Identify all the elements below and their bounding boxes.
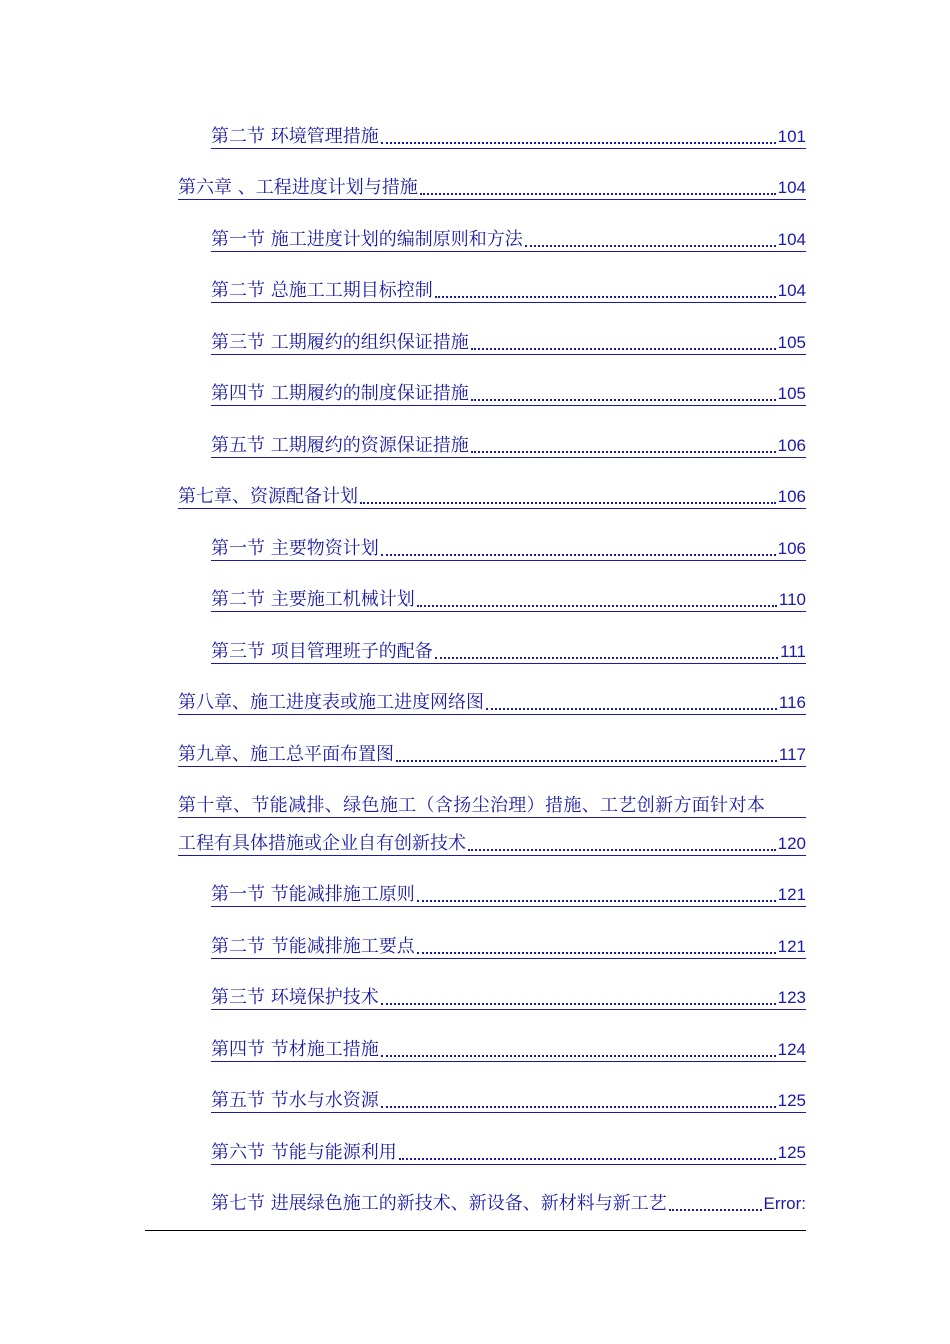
toc-entry-label: 第一节 施工进度计划的编制原则和方法 (211, 229, 523, 250)
dot-leader (360, 500, 776, 504)
toc-entry-label: 第四节 工期履约的制度保证措施 (211, 383, 469, 404)
dot-leader (471, 449, 776, 453)
dot-leader (471, 346, 776, 350)
toc-entry-label: 第一节 节能减排施工原则 (211, 884, 415, 905)
dot-leader (381, 140, 776, 144)
dot-leader (381, 1001, 776, 1005)
toc-entry-label: 第七章、资源配备计划 (178, 486, 358, 507)
toc-entry[interactable] (211, 225, 806, 252)
toc-entry-line1[interactable] (178, 791, 806, 818)
toc-entry[interactable] (211, 983, 806, 1010)
toc-entry-label: 第八章、施工进度表或施工进度网络图 (178, 692, 484, 713)
toc-entry-label: 第一节 主要物资计划 (211, 538, 379, 559)
toc-entry[interactable] (178, 740, 806, 767)
dot-leader (417, 603, 777, 607)
dot-leader (417, 898, 776, 902)
dot-leader (420, 191, 776, 195)
toc-page-number: 106 (777, 436, 806, 455)
dot-leader (417, 950, 776, 954)
toc-page-number: 111 (780, 642, 806, 661)
toc-entry-label: 第三节 环境保护技术 (211, 987, 379, 1008)
toc-entry-label: 工程有具体措施或企业自有创新技术 (178, 833, 466, 854)
toc-entry[interactable] (178, 688, 806, 715)
toc-entry-label: 第七节 进展绿色施工的新技术、新设备、新材料与新工艺 (211, 1193, 667, 1214)
toc-entry[interactable] (178, 173, 806, 200)
toc-page-number: 121 (777, 885, 806, 904)
dot-leader (396, 758, 777, 762)
toc-entry[interactable] (211, 1189, 806, 1215)
toc-page-number: 120 (777, 834, 806, 853)
toc-page-number: 105 (777, 333, 806, 352)
toc-entry[interactable] (211, 534, 806, 561)
dot-leader (381, 552, 776, 556)
toc-entry[interactable] (211, 1086, 806, 1113)
toc-entry-label: 第四节 节材施工措施 (211, 1039, 379, 1060)
toc-entry-label: 第二节 主要施工机械计划 (211, 589, 415, 610)
dot-leader (525, 243, 776, 247)
dot-leader (471, 397, 776, 401)
toc-page-number: 104 (777, 281, 806, 300)
toc-page-number: 116 (778, 693, 806, 712)
toc-entry[interactable] (211, 880, 806, 907)
toc-entry[interactable] (211, 637, 806, 664)
toc-entry[interactable] (211, 585, 806, 612)
toc-page-number: 101 (777, 127, 806, 146)
dot-leader (435, 294, 776, 298)
toc-entry-label: 第五节 节水与水资源 (211, 1090, 379, 1111)
toc-entry[interactable] (211, 932, 806, 959)
toc-entry[interactable] (211, 1138, 806, 1165)
toc-entry[interactable] (178, 482, 806, 509)
toc-entry-label: 第三节 项目管理班子的配备 (211, 641, 433, 662)
toc-entry-label: 第五节 工期履约的资源保证措施 (211, 435, 469, 456)
toc-page-number: 124 (777, 1040, 806, 1059)
toc-page-number: 117 (778, 745, 806, 764)
toc-page-number: 105 (777, 384, 806, 403)
page-bottom-rule (145, 1230, 806, 1231)
toc-entry[interactable] (211, 379, 806, 406)
toc-page-number: 125 (777, 1091, 806, 1110)
toc-entry-label: 第六节 节能与能源利用 (211, 1142, 397, 1163)
toc-entry-label: 第三节 工期履约的组织保证措施 (211, 332, 469, 353)
toc-entry-label: 第六章 、工程进度计划与措施 (178, 177, 418, 198)
toc-entry-label: 第二节 总施工工期目标控制 (211, 280, 433, 301)
toc-page-number: 110 (778, 590, 806, 609)
toc-page-number: Error: (763, 1194, 806, 1213)
toc-page-number: 104 (777, 230, 806, 249)
toc-entry-label: 第九章、施工总平面布置图 (178, 744, 394, 765)
toc-entry[interactable] (211, 1035, 806, 1062)
dot-leader (381, 1104, 776, 1108)
dot-leader (669, 1207, 762, 1211)
dot-leader (435, 655, 778, 659)
toc-page-number: 121 (777, 937, 806, 956)
toc-entry[interactable] (211, 276, 806, 303)
toc-entry[interactable] (211, 328, 806, 355)
dot-leader (468, 847, 776, 851)
toc-entry[interactable] (178, 829, 806, 856)
toc-entry-label: 第二节 环境管理措施 (211, 126, 379, 147)
toc-entry-label: 第十章、节能减排、绿色施工（含扬尘治理）措施、工艺创新方面针对本 (178, 795, 766, 816)
toc-page-number: 104 (777, 178, 806, 197)
dot-leader (486, 706, 777, 710)
toc-page-number: 106 (777, 539, 806, 558)
toc-page-number: 125 (777, 1143, 806, 1162)
toc-entry[interactable] (211, 122, 806, 149)
toc-entry[interactable] (211, 431, 806, 458)
toc-page-number: 106 (777, 487, 806, 506)
dot-leader (399, 1156, 776, 1160)
toc-page-number: 123 (777, 988, 806, 1007)
dot-leader (381, 1053, 776, 1057)
toc-entry-label: 第二节 节能减排施工要点 (211, 936, 415, 957)
